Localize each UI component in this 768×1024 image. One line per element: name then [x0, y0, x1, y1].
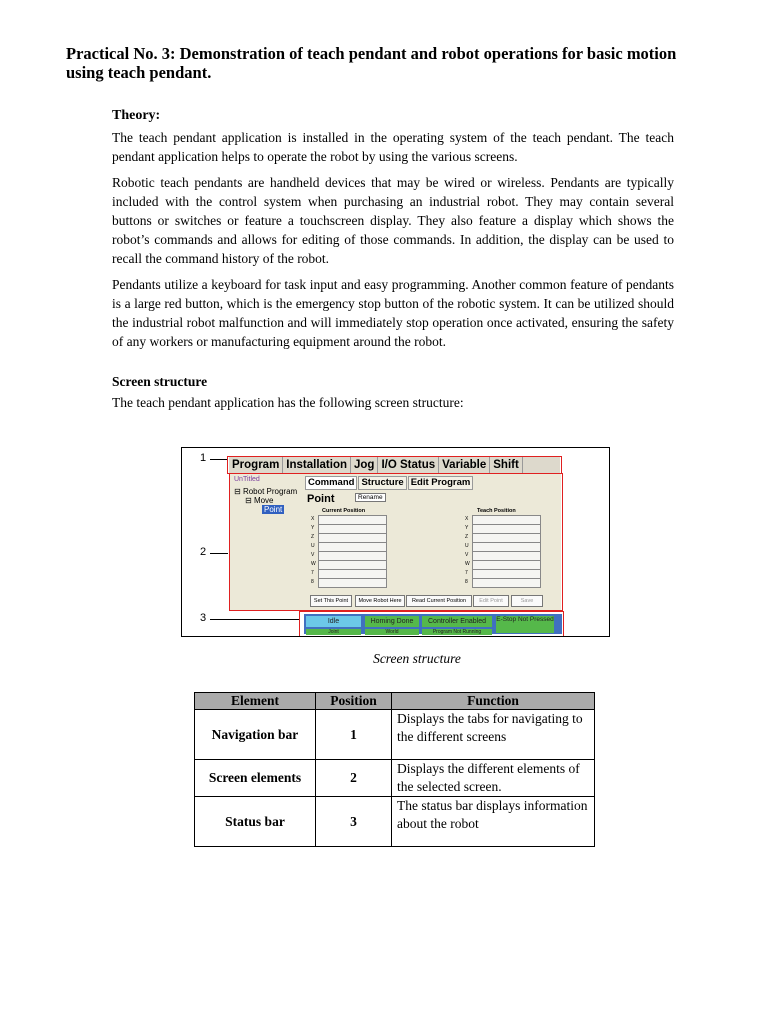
nav-tab-io-status: I/O Status: [378, 457, 439, 473]
tab-structure: Structure: [358, 476, 406, 490]
move-robot-here-button: Move Robot Here: [355, 595, 405, 607]
set-this-point-button: Set This Point: [310, 595, 352, 607]
table-row: [195, 710, 595, 760]
cell-element: Screen elements: [195, 760, 316, 797]
page-title: Practical No. 3: Demonstration of teach pendant and robot operations for basic motion using teach pendant.: [66, 44, 677, 82]
nav-tab-program: Program: [229, 457, 283, 473]
axis-label: X: [311, 516, 315, 522]
marker-3: 3: [200, 612, 207, 624]
axis-label: Z: [311, 534, 315, 540]
program-tree: UnTitled ⊟ Robot Program ⊟ Move Point: [234, 476, 300, 606]
marker-line: [210, 619, 300, 620]
cell-position: 3: [316, 797, 392, 847]
save-button: Save: [511, 595, 543, 607]
status-controller: Controller Enabled: [422, 616, 492, 627]
axis-label: U: [311, 543, 315, 549]
nav-tab-jog: Jog: [351, 457, 378, 473]
axis-label: W: [465, 561, 470, 567]
elements-table: [194, 692, 595, 847]
status-program: Program Not Running: [422, 629, 492, 635]
nav-tab-installation: Installation: [283, 457, 351, 473]
cell-function: Displays the different elements of the selected screen.: [392, 760, 595, 797]
axis-label: Z: [465, 534, 469, 540]
header-element: Element: [195, 693, 316, 710]
marker-2: 2: [200, 546, 207, 558]
marker-1: 1: [200, 452, 207, 464]
screen-structure-heading: Screen structure: [112, 374, 208, 389]
figure-caption: Screen structure: [373, 651, 461, 666]
tree-untitled: UnTitled: [234, 476, 260, 483]
nav-tab-shift: Shift: [490, 457, 523, 473]
cell-position: 2: [316, 760, 392, 797]
tree-point: Point: [264, 505, 283, 514]
tab-edit-program: Edit Program: [408, 476, 474, 490]
cell-element: Navigation bar: [195, 710, 316, 760]
table-row: [195, 760, 595, 797]
edit-point-button: Edit Point: [473, 595, 509, 607]
axis-label: V: [311, 552, 315, 558]
theory-paragraph-1: The teach pendant application is installed in the operating system of the teach pendant. The teach pendant application helps to operate the robot by using the various screens.: [112, 130, 674, 164]
marker-line: [210, 459, 228, 460]
axis-label: W: [311, 561, 316, 567]
header-function: Function: [392, 693, 595, 710]
theory-heading: Theory:: [112, 108, 161, 123]
rename-button: Rename: [355, 493, 386, 502]
teach-position-label: Teach Position: [477, 508, 516, 514]
status-world: World: [365, 629, 419, 635]
table-row: [195, 797, 595, 847]
table-header-row: [195, 693, 595, 710]
axis-label: 8: [311, 579, 314, 585]
marker-line: [210, 553, 228, 554]
status-highlight-box: [299, 611, 564, 637]
cell-function: Displays the tabs for navigating to the different screens: [392, 710, 595, 760]
status-homing: Homing Done: [365, 616, 419, 627]
screen-structure-intro: The teach pendant application has the following screen structure:: [112, 395, 464, 410]
header-position: Position: [316, 693, 392, 710]
status-idle: Idle: [306, 616, 361, 627]
axis-label: 7: [465, 570, 468, 576]
axis-label: U: [465, 543, 469, 549]
screen-structure-figure: [181, 447, 610, 637]
axis-label: X: [465, 516, 469, 522]
tree-root: Robot Program: [242, 487, 298, 496]
screen-highlight-box: [229, 473, 563, 611]
theory-paragraph-2: Robotic teach pendants are handheld devices that may be wired or wireless. Pendants are typically included with the control system when purchasing an industrial robot. They may contain several buttons or switches or feature a touchscreen display. They also feature a display which shows the robot’s commands and allows for editing of those commands. In addition, the display can be used to recall the command history of the robot.: [112, 175, 674, 266]
current-position-label: Current Position: [322, 508, 366, 514]
theory-paragraph-3: Pendants utilize a keyboard for task input and easy programming. Another common feature of pendants is a large red button, which is the emergency stop button of the robotic system. It can be utilized should the industrial robot malfunction and will immediately stop operation once activated, ensuring the safety of any workers or manufacturing equipment around the robot.: [112, 277, 674, 349]
nav-highlight-box: [227, 456, 562, 474]
axis-label: Y: [465, 525, 469, 531]
axis-label: 8: [465, 579, 468, 585]
cell-position: 1: [316, 710, 392, 760]
cell-element: Status bar: [195, 797, 316, 847]
axis-label: 7: [311, 570, 314, 576]
status-estop: E-Stop Not Pressed: [496, 616, 554, 633]
axis-label: V: [465, 552, 469, 558]
status-joint: Joint: [306, 629, 361, 635]
axis-label: Y: [311, 525, 315, 531]
point-title: Point: [307, 493, 335, 505]
nav-tab-variable: Variable: [439, 457, 490, 473]
read-current-position-button: Read Current Position: [406, 595, 472, 607]
tab-command: Command: [305, 476, 357, 490]
cell-function: The status bar displays information about the robot: [392, 797, 595, 847]
tree-move: Move: [253, 496, 274, 505]
